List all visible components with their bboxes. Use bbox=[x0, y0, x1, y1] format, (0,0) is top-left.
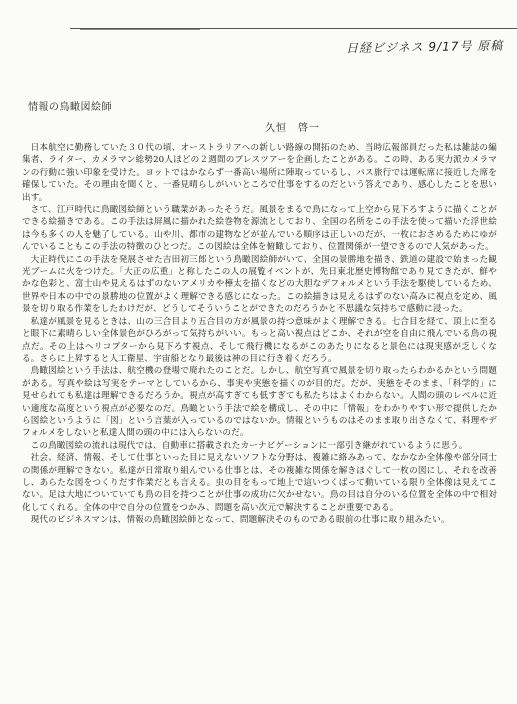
handwritten-note: 日経ビジネス 9/17号 原稿 bbox=[345, 38, 504, 56]
paragraph: 日本航空に勤務していた３０代の頃、オーストラリアへの新しい路線の開拓のため、当時広報部員だった私は雑誌の編集者、ライター、カメラマン総勢20人ほどの２週間のプレスツアーを企画したことがある。この時、ある実力派カメラマンの行動に強い印象を受けた。ヨットではかならず一番高い場所に陣取っているし、バス旅行では運転席に接近した席を確保していた。その理由を聞くと、一番見晴らしがいいところで仕事をするのだという答えであり、感心したことを思い出す。 bbox=[22, 143, 497, 203]
paragraph: 私達が風景を見るときは、山の三合目より五合目の方が風景の持つ意味がよく理解できる。七合目を経て、頂上に至ると眼下に素晴らしい全体景色がひろがって気持ちがいい。もっと高い視点はどこか、それが空を自由に飛んでいる鳥の視点だ。その上はヘリコプターから見下ろす視点、そして飛行機になるがこのあたりになると景色には現実感が乏しくなる。さらに上昇すると人工衛星、宇宙船となり最後は神の目に行き着くだろう。 bbox=[22, 316, 497, 364]
paragraph: 現代のビジネスマンは、情報の鳥瞰図絵師となって、問題解決そのものである眼前の仕事に取り組みたい。 bbox=[30, 515, 450, 526]
paragraph: さて、江戸時代に鳥瞰図絵師という職業があったそうだ。風景をまるで鳥になって上空から見下ろすように描くことができる絵描きである。この手法は屏風に描かれた絵巻物を源流としており、全国の名所をこの手法を使って描いた浮世絵は今も多くの人を魅了している。山や川、都市の建物などが並んでいる順序は正しいのだが、一枚におさめるためにゆがんでいることもこの手法の特徴のひとつだ。この図絵は全体を俯瞰しており、位置関係が一望できるので人気があった。 bbox=[22, 205, 497, 253]
paragraph: 鳥瞰図絵という手法は、航空機の登場で廃れたのことだ。しかし、航空写真で風景を切り取ったらわかるかという問題がある。写真や絵は写実をテーマとしているから、事実や実態を描くのが目的だ。だが、実態をそのまま、「科学的」に見せられても私達は理解できるだろうか。視点が高すぎても低すぎても私たちはよくわからない。人間の頭のレベルに近い適度な高度という視点が必要なのだ。鳥瞰という手法で絵を構成し、その中に「情報」をわかりやすい形で提供したから図絵というように「図」という言葉が入っているのではないか。情報というものはそのまま取り出さなくて、料理やデフォルメをしないと私達人間の頭の中には入らないのだ。 bbox=[22, 366, 497, 439]
article-body bbox=[22, 142, 497, 527]
article-title: 情報の鳥瞰図絵師 bbox=[28, 102, 112, 113]
paragraph: 社会、経済、情報、そして仕事といった目に見えないソフトな分野は、複雑に絡みあって、なかなか全体像や部分同士の関係が理解できない。私達が日常取り組んでいる仕事とは、その複雑な関係を解きほぐして一枚の図にし、それを改善し、あらたな図をつくりだす作業だとも言える。虫の目をもって地上で這いつくばって動いている限り全体像は見えてこない。足は大地についていても鳥の目を持つことが仕事の成功に欠かせない。鳥の目は自分のいる位置を全体の中で相対化してくれる。全体の中で自分の位置をつかみ、問題を高い次元で解決することが重要である。 bbox=[22, 453, 497, 513]
paragraph: この鳥瞰図絵の流れは現代では、自動車に搭載されたカーナビゲーションに一部引き継がれているように思う。 bbox=[30, 440, 468, 451]
top-rule-accent bbox=[80, 29, 200, 30]
article-author: 久恒 啓一 bbox=[265, 123, 320, 134]
paragraph: 大正時代にこの手法を発展させた吉田初三郎という鳥瞰図絵師がいて、全国の景勝地を描き、鉄道の建設で始まった観光ブームに火をつけた。「大正の広重」と称したこの人の展覧イベントが、先日東北歴史博物館であり見てきたが、鮮やかな色彩と、富士山や見えるはずのないアメリカや樺太を描くなどの大胆なデフォルメという手法を駆使しているため、世界や日本の中での景勝地の位置がよく理解できる感じになった。この絵描きは見えるはずのない高みに視点を定め、風景を切り取る作業をしたわけだが、どうしてそういうことができたのだろうかと不思議な気持ちで感動に浸った。 bbox=[22, 254, 497, 315]
